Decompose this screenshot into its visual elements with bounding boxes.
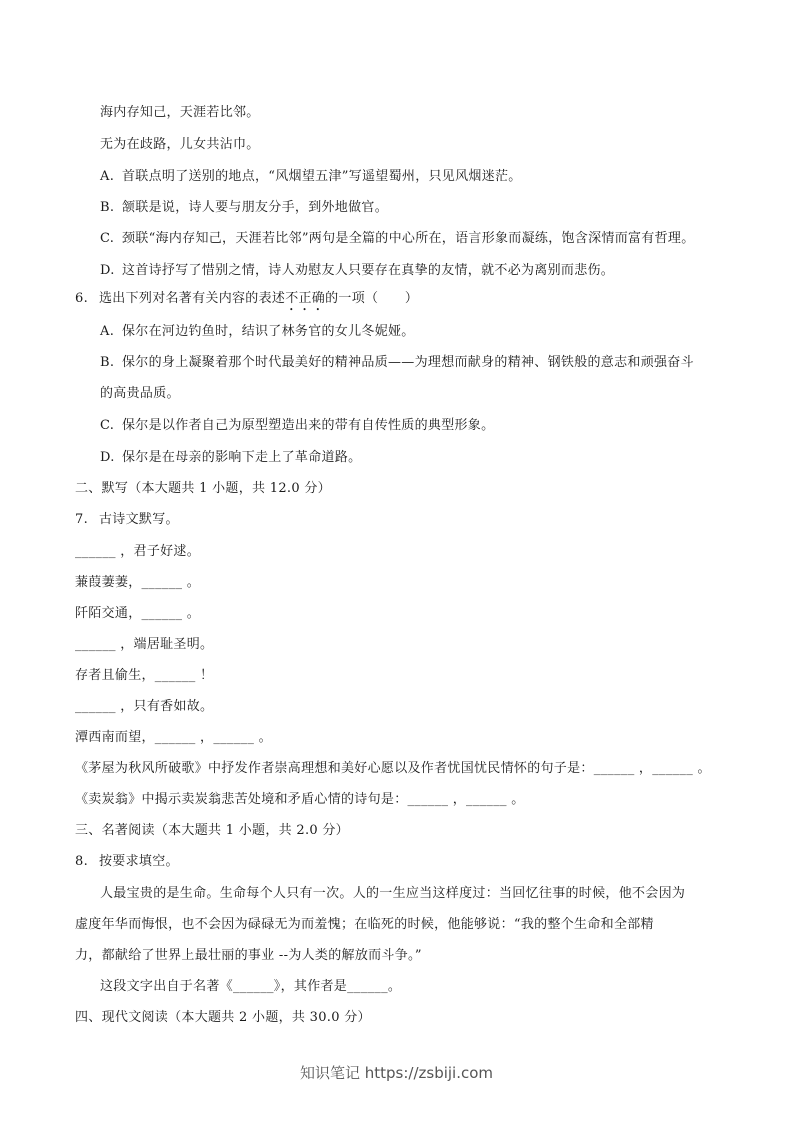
emphasis-text: 不正确 <box>285 291 326 306</box>
q8-fill-line: 这段文字出自于名著《______》，其作者是______。 <box>100 979 402 994</box>
q7-fill-line: ______ ，只有香如故。 <box>75 699 214 714</box>
option-text: 保尔在河边钓鱼时，结识了林务官的女儿冬妮娅。 <box>122 324 415 339</box>
option-letter: B. <box>100 200 115 215</box>
q7-fill-line: ______ ，君子好逑。 <box>75 544 201 559</box>
stem-text: 按要求填空。 <box>99 854 179 869</box>
option-text: 保尔的身上凝聚着那个时代最美好的精神品质——为理想而献身的精神、钢铁般的意志和顽强奋斗 <box>122 355 694 370</box>
option-text: 保尔是以作者自己为原型塑造出来的带有自传性质的典型形象。 <box>122 418 495 433</box>
option-letter: A. <box>100 324 115 339</box>
option-letter: C. <box>100 418 115 433</box>
q7-fill-line: 蒹葭萋萋，______ 。 <box>75 575 201 590</box>
q8-passage-line-1: 人最宝贵的是生命。生命每个人只有一次。人的一生应当这样度过：当回忆往事的时候，他不会因为 <box>100 886 686 901</box>
option-text: 颔联是说，诗人要与朋友分手，到外地做官。 <box>122 200 389 215</box>
q7-fill-line: 《卖炭翁》中揭示卖炭翁悲苦处境和矛盾心情的诗句是：______ ，______ 。 <box>75 792 525 807</box>
option-letter: D. <box>100 263 115 278</box>
q7-fill-line: 存者且偷生，______ ！ <box>75 668 214 683</box>
option-letter: C. <box>100 231 115 246</box>
question-number: 7. <box>75 512 89 527</box>
question-number: 6. <box>75 291 89 306</box>
poem-line-1: 海内存知己，天涯若比邻。 <box>100 105 260 120</box>
poem-line-2: 无为在歧路，儿女共沾巾。 <box>100 137 260 152</box>
q7-stem <box>75 511 179 529</box>
q6-option-b <box>100 354 694 372</box>
q7-fill-line: ______ ，端居耻圣明。 <box>75 637 214 652</box>
q8-stem <box>75 853 179 871</box>
q6-option-d <box>100 449 361 467</box>
section-heading-2: 二、默写（本大题共 1 小题，共 12.0 分） <box>75 481 331 496</box>
stem-text: 古诗文默写。 <box>99 512 179 527</box>
q8-passage-line-2: 虚度年华而悔恨，也不会因为碌碌无为而羞愧；在临死的时候，他能够说：“我的整个生命和全部精 <box>75 917 654 932</box>
q7-fill-line: 阡陌交通，______ 。 <box>75 606 201 621</box>
q5-option-c <box>100 230 695 248</box>
q7-fill-line: 《茅屋为秋风所破歌》中抒发作者崇高理想和美好心愿以及作者忧国忧民情怀的句子是：______ ，______ 。 <box>75 761 711 776</box>
q7-fill-line: 潭西南而望，______ ，______ 。 <box>75 730 272 745</box>
stem-text-end: 的一项（ ） <box>325 291 419 306</box>
q5-option-d <box>100 262 614 280</box>
q6-option-b-continued: 的高贵品质。 <box>100 386 180 401</box>
option-text: 这首诗抒写了惜别之情，诗人劝慰友人只要存在真挚的友情，就不必为离别而悲伤。 <box>122 263 615 278</box>
q6-stem <box>75 290 418 314</box>
q5-option-b <box>100 199 388 217</box>
option-letter: B. <box>100 355 115 370</box>
footer-watermark: 知识笔记 https://zsbiji.com <box>299 1064 494 1082</box>
question-number: 8. <box>75 854 89 869</box>
section-heading-4: 四、现代文阅读（本大题共 2 小题，共 30.0 分） <box>75 1010 371 1025</box>
q6-option-a <box>100 323 415 341</box>
q6-option-c <box>100 417 494 435</box>
option-letter: A. <box>100 169 115 184</box>
q8-passage-line-3: 力，都献给了世界上最壮丽的事业 --为人类的解放而斗争。” <box>75 948 422 963</box>
option-text: 保尔是在母亲的影响下走上了革命道路。 <box>122 450 362 465</box>
option-text: 首联点明了送别的地点，“风烟望五津”写遥望蜀州，只见风烟迷茫。 <box>122 169 522 184</box>
stem-text: 选出下列对名著有关内容的表述 <box>99 291 286 306</box>
q5-option-a <box>100 168 522 186</box>
option-text: 颈联“海内存知己，天涯若比邻”两句是全篇的中心所在，语言形象而凝练，饱含深情而富有哲理。 <box>122 231 695 246</box>
option-letter: D. <box>100 450 115 465</box>
section-heading-3: 三、名著阅读（本大题共 1 小题，共 2.0 分） <box>75 823 349 838</box>
